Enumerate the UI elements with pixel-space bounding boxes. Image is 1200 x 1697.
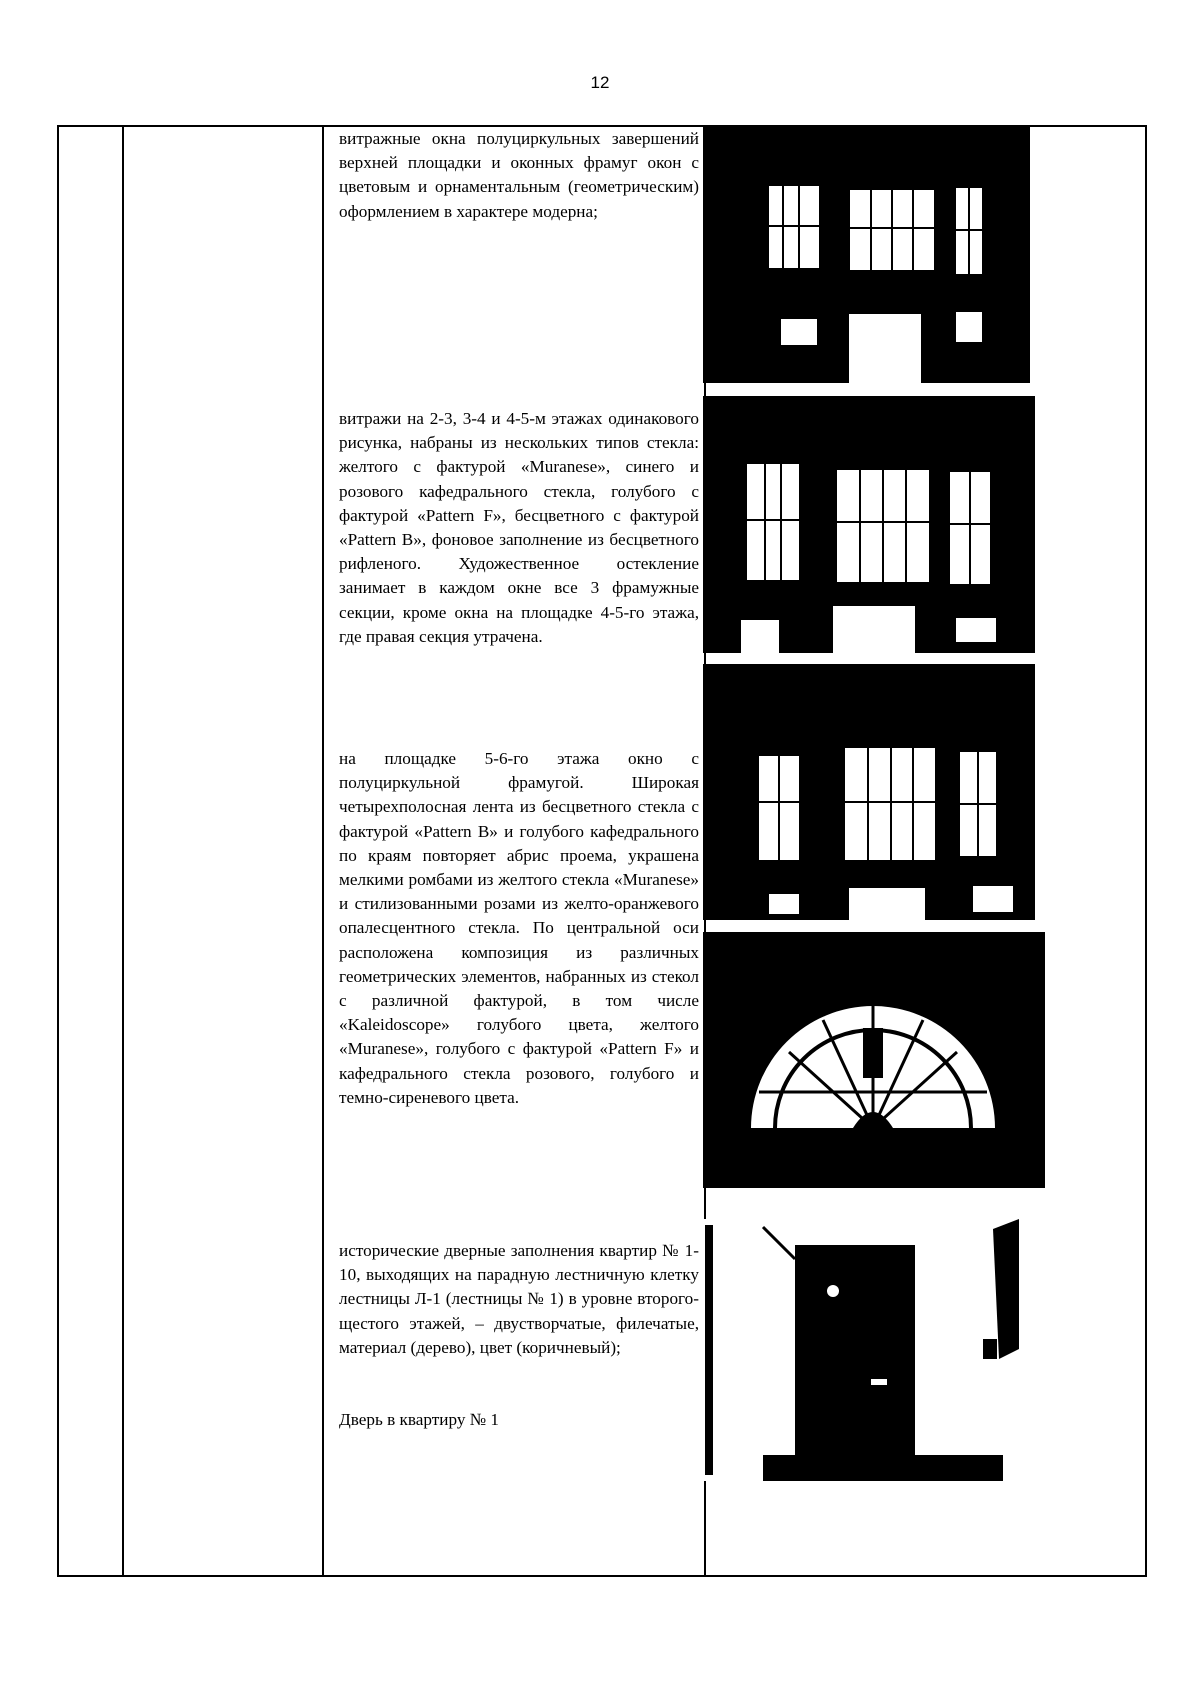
description-3: на площадке 5-6-го этажа окно с полуциркульной фрамугой. Широкая четырехполосная лента из бесцветного стекла с фактурой «Pattern B» и голубого кафедрального по краям повторяет абрис проема, украшена мелкими ромбами из желтого стекла «Muranese» и стилизованными розами из желто-оранжевого опалесцентного стекла. По центральной оси расположена композиция из различных геометрических элементов, набранных из стекол с различной фактурой, в том числе «Kaleidoscope» голубого цвета, желтого «Muranese», голубого с фактурой «Pattern F» и кафедрального стекла розового, голубого и темно-сиреневого цвета.: [339, 749, 699, 1107]
description-2: витражи на 2-3, 3-4 и 4-5-м этажах одинакового рисунка, набраны из нескольких типов стекла: желтого с фактурой «Muranese», синего и розового кафедрального стекла, голубого с фактурой «Pattern F», бесцветного с фактурой «Pattern B», фоновое заполнение из бесцветного рифленого. Художественное остекление занимает в каждом окне все 3 фрамужные секции, кроме окна на площадке 4-5-го этажа, где правая секция утрачена.: [339, 409, 699, 646]
column-divider: [322, 127, 324, 1575]
description-5: Дверь в квартиру № 1: [339, 1410, 499, 1429]
photo-stained-glass-window-2: [703, 396, 1035, 653]
photo-apartment-door: [703, 1219, 1019, 1481]
page-number: 12: [590, 73, 610, 92]
photo-stained-glass-window-1: [703, 126, 1030, 383]
photo-stained-glass-window-3: [703, 664, 1035, 920]
column-divider: [122, 127, 124, 1575]
description-4: исторические дверные заполнения квартир № 1-10, выходящих на парадную лестничную клетку лестницы Л-1 (лестницы № 1) в уровне второго-щестого этажей, – двустворчатые, филечатые, материал (дерево), цвет (коричневый);: [339, 1241, 699, 1357]
description-1: витражные окна полуциркульных завершений верхней площадки и оконных фрамуг окон с цветовым и орнаментальным (геометрическим) оформлением в характере модерна;: [339, 129, 699, 221]
photo-semicircular-window: [703, 932, 1045, 1188]
